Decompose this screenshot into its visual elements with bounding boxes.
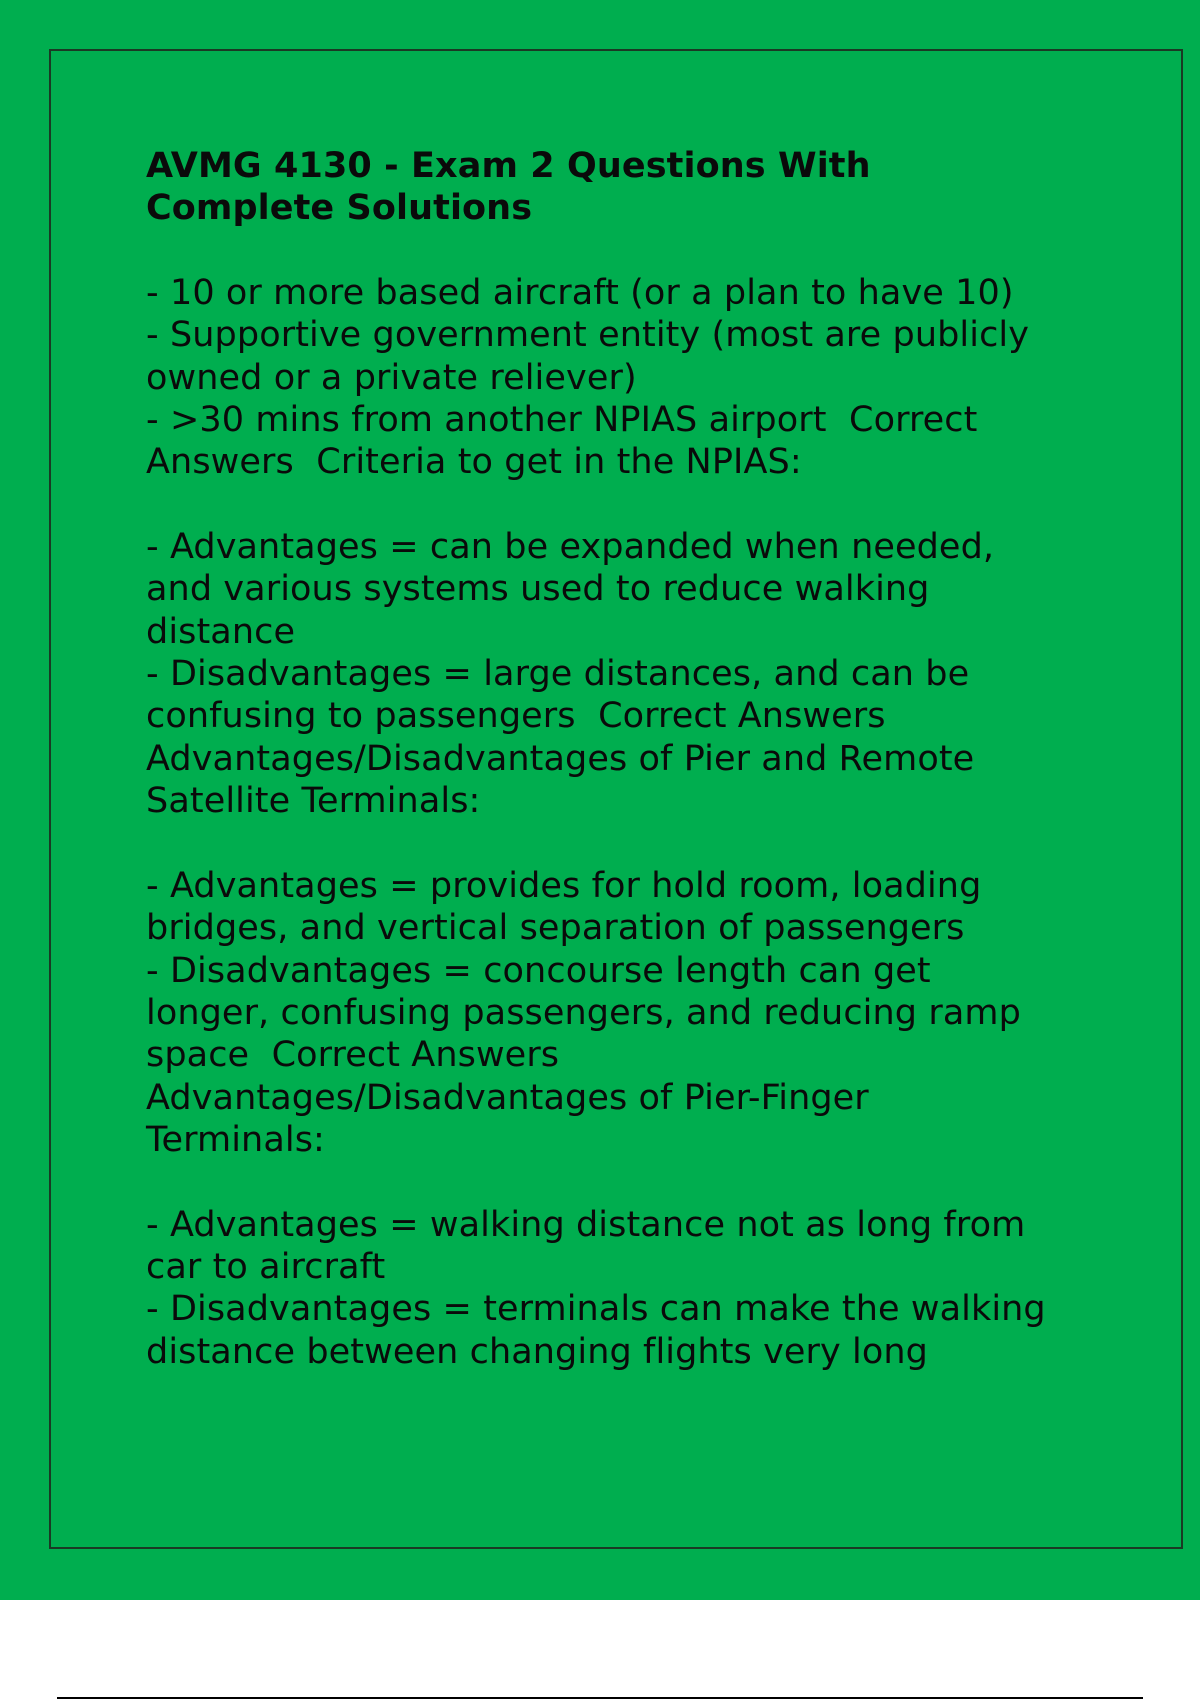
card-line: - Disadvantages = large distances, and can be [146, 654, 970, 695]
qa-card-pier-finger [146, 865, 1086, 1162]
card-line: Terminals: [146, 1120, 325, 1161]
qa-card-npias-criteria [146, 272, 1086, 484]
card-line: Advantages/Disadvantages of Pier-Finger [146, 1077, 869, 1118]
card-line: - Advantages = provides for hold room, loading [146, 865, 982, 906]
card-line: space Correct Answers [146, 1035, 560, 1076]
card-line: Answers Criteria to get in the NPIAS: [146, 442, 802, 483]
card-line: - Advantages = can be expanded when needed, [146, 526, 995, 567]
document-title [146, 145, 1086, 230]
card-line: - Advantages = walking distance not as long from [146, 1204, 1026, 1245]
card-line: - Supportive government entity (most are publicly [146, 315, 1030, 356]
card-line: owned or a private reliever) [146, 357, 637, 398]
card-line: - Disadvantages = concourse length can get [146, 950, 931, 991]
card-line: and various systems used to reduce walking [146, 569, 930, 610]
card-line: car to aircraft [146, 1246, 386, 1287]
card-line: - >30 mins from another NPIAS airport Correct [146, 400, 978, 441]
title-line: AVMG 4130 - Exam 2 Questions With [146, 146, 871, 186]
card-line: Advantages/Disadvantages of Pier and Remote [146, 738, 975, 779]
card-line: longer, confusing passengers, and reducing ramp [146, 992, 1021, 1033]
qa-card-walking-distance [146, 1204, 1086, 1374]
qa-card-pier-remote-satellite [146, 526, 1086, 823]
card-line: confusing to passengers Correct Answers [146, 696, 886, 737]
card-line: bridges, and vertical separation of passengers [146, 908, 965, 949]
card-line: - Disadvantages = terminals can make the walking [146, 1289, 1046, 1330]
card-line: distance [146, 611, 296, 652]
card-line: - 10 or more based aircraft (or a plan to have 10) [146, 272, 1014, 313]
document-content [146, 145, 1086, 1415]
title-line: Complete Solutions [146, 188, 533, 229]
card-line: Satellite Terminals: [146, 781, 481, 822]
card-line: distance between changing flights very long [146, 1331, 928, 1372]
footer-divider [57, 1697, 1143, 1699]
